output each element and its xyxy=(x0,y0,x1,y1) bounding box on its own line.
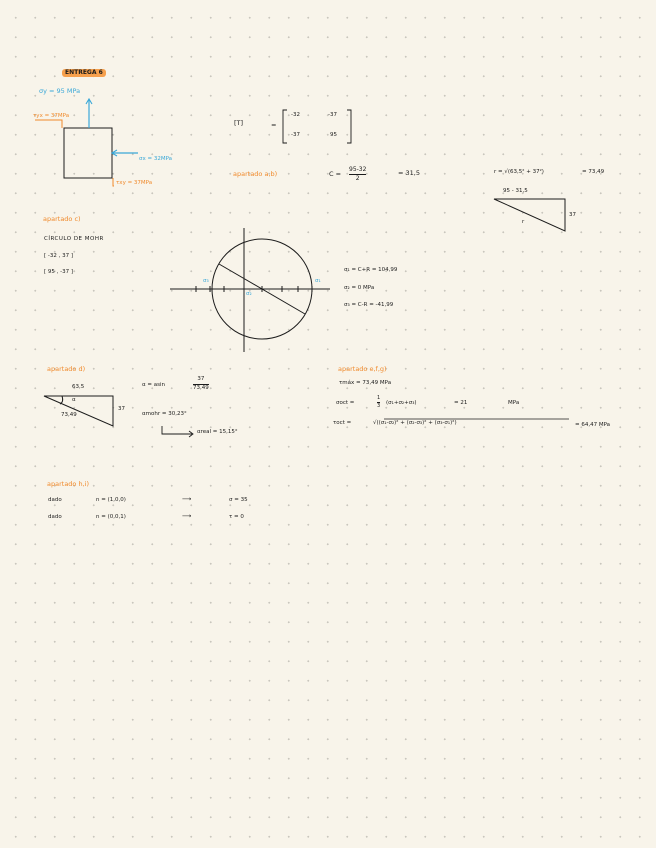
sigma-oct-fraction xyxy=(377,396,380,409)
hi-row1-result: σ = 35 xyxy=(229,497,248,503)
hi-row2-result: τ = 0 xyxy=(229,514,244,520)
sigma-oct-result: = 21 xyxy=(454,400,468,406)
section-ab-heading: apartado a,b) xyxy=(233,170,278,178)
sigma-y-label: σy = 95 MPa xyxy=(39,87,81,95)
section-efg-heading: apartado e,f,g) xyxy=(338,365,387,373)
sigma3-value: σ₃ = C-R = -41,99 xyxy=(344,302,394,308)
center-fraction xyxy=(349,167,366,182)
sigma2-value: σ₂ = 0 MPa xyxy=(344,285,375,291)
radius-tri-side: 37 xyxy=(569,212,576,218)
hi-row2-arrow: ⟶ xyxy=(182,512,192,520)
section-hi-heading: apartado h,i) xyxy=(47,480,89,488)
hi-row2-label: dado xyxy=(48,514,62,520)
section-c-heading: apartado c) xyxy=(43,215,81,223)
section-d-heading: apartado d) xyxy=(47,365,86,373)
alpha-den: 73,49 xyxy=(193,384,209,391)
alpha-real: αreal = 15,15° xyxy=(197,429,238,435)
tensor-m12: -37 xyxy=(328,112,337,118)
hi-row1-label: dado xyxy=(48,497,62,503)
hi-row2-normal: n = (0,0,1) xyxy=(96,514,126,520)
page-title: ENTREGA 6 xyxy=(62,69,106,77)
alpha-mohr: αmohr = 30,23° xyxy=(142,411,187,417)
mohr-label-s1: σ₁ xyxy=(315,278,321,284)
tau-max: τmáx = 73,49 MPa xyxy=(339,380,392,386)
sigma-x-label: σx = 32MPa xyxy=(139,156,173,162)
tensor-m11: -32 xyxy=(291,112,300,118)
hi-row1-arrow: ⟶ xyxy=(182,495,192,503)
center-label: C = xyxy=(329,170,342,178)
sigma-oct-num: 1 xyxy=(377,395,381,401)
tensor-label: [T] xyxy=(234,119,244,127)
tau-yx-label: τyx = 37MPa xyxy=(33,113,70,119)
tensor-equals: = xyxy=(271,121,277,129)
alpha-tri-side: 37 xyxy=(118,406,125,412)
sigma-oct-unit: MPa xyxy=(508,400,520,406)
center-den: 2 xyxy=(355,175,360,182)
sigma1-value: σ₁ = C+R = 104,99 xyxy=(344,267,398,273)
tau-oct-label: τoct = xyxy=(333,420,352,426)
alpha-tri-angle: α xyxy=(72,397,76,403)
tau-oct-result: = 64,47 MPa xyxy=(575,422,611,428)
tensor-m22: 95 xyxy=(330,132,337,138)
tau-xy-label: τxy = 37MPa xyxy=(116,180,153,186)
sigma-oct-label: σoct = xyxy=(336,400,355,406)
tau-oct-expr: √((σ₁-σ₂)² + (σ₂-σ₃)² + (σ₃-σ₁)²) xyxy=(373,420,457,426)
hi-row1-normal: n = (1,0,0) xyxy=(96,497,126,503)
alpha-fraction xyxy=(193,377,209,391)
mohr-circle-drawing xyxy=(170,228,330,352)
alpha-tri-top: 63,5 xyxy=(72,384,85,390)
alpha-eq: α = asin xyxy=(142,382,165,388)
sigma-oct-expr: (σ₁+σ₂+σ₃) xyxy=(386,400,417,406)
sigma-oct-den: 3 xyxy=(377,403,381,409)
alpha-tri-hyp: 73,49 xyxy=(61,412,77,418)
center-result: = 31,5 xyxy=(398,169,420,177)
radius-formula: r = √(63,5² + 37²) xyxy=(494,169,544,175)
alpha-triangle xyxy=(44,396,113,426)
radius-tri-hyp: r xyxy=(522,219,525,225)
alpha-real-arrow xyxy=(162,426,193,437)
radius-triangle xyxy=(494,199,565,231)
radius-result: = 73,49 xyxy=(582,169,605,175)
mohr-label-s3: σ₃ xyxy=(203,278,209,284)
mohr-title: CÍRCULO DE MOHR xyxy=(44,236,104,242)
mohr-point2: [ 95 , -37 ] xyxy=(44,269,74,275)
center-num: 95-32 xyxy=(349,166,367,173)
alpha-num: 37 xyxy=(197,376,205,382)
tensor-m21: -37 xyxy=(291,132,300,138)
radius-tri-top: 95 - 31,5 xyxy=(503,188,528,194)
mohr-label-s2: σ₂ xyxy=(246,291,252,297)
mohr-point1: [ -32 , 37 ] xyxy=(44,253,74,259)
